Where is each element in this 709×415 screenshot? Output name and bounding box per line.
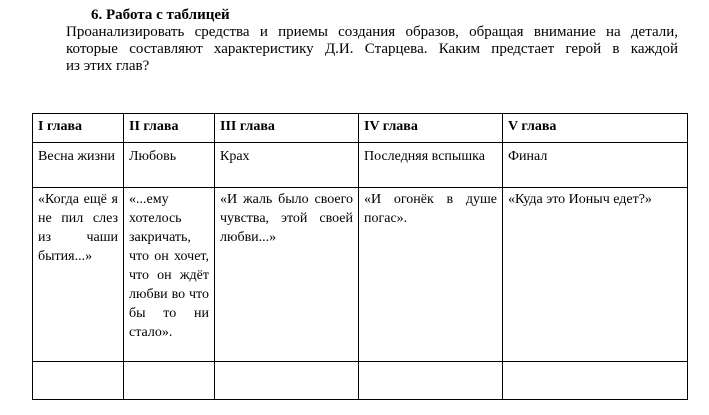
quote-text-chapter-2: «...ему хотелось закричать, что он хочет, что он ждёт любви во что бы то ни стало».: [129, 192, 209, 340]
empty-cell-chapter-1: [33, 362, 124, 400]
header-cell-chapter-4: IV глава: [359, 114, 503, 143]
header-cell-chapter-2: II глава: [124, 114, 215, 143]
empty-cell-chapter-2: [124, 362, 215, 400]
header-cell-chapter-3: III глава: [215, 114, 359, 143]
task-line-3: из этих глав?: [66, 58, 150, 74]
quote-text-chapter-1: «Когда ещё я не пил слез из чаши бытия...»: [38, 192, 118, 264]
quote-cell-chapter-2: [124, 188, 215, 362]
task-line-2: которые составляют характеристику Д.И. Старцева. Каким предстает герой в каждой: [66, 41, 678, 57]
quote-cell-chapter-3: [215, 188, 359, 362]
chapters-table: [32, 113, 688, 400]
quote-cell-chapter-5: [503, 188, 688, 362]
quote-cell-chapter-1: [33, 188, 124, 362]
topic-cell-chapter-1: Весна жизни: [33, 143, 124, 188]
header-cell-chapter-1: I глава: [33, 114, 124, 143]
task-line-1: Проанализировать средства и приемы создания образов, обращая внимание на детали,: [66, 24, 678, 40]
topic-cell-chapter-2: Любовь: [124, 143, 215, 188]
header-cell-chapter-5: V глава: [503, 114, 688, 143]
table-row-quotes: [33, 188, 688, 362]
empty-cell-chapter-3: [215, 362, 359, 400]
quote-text-chapter-5: «Куда это Ионыч едет?»: [508, 192, 652, 207]
task-title: 6. Работа с таблицей: [91, 7, 230, 23]
task-instructions: [66, 24, 678, 75]
empty-cell-chapter-4: [359, 362, 503, 400]
topic-cell-chapter-5: Финал: [503, 143, 688, 188]
quote-text-chapter-4: «И огонёк в душе погас».: [364, 192, 497, 226]
table-header-row: [33, 114, 688, 143]
table-row-topics: [33, 143, 688, 188]
table-row-empty: [33, 362, 688, 400]
quote-cell-chapter-4: [359, 188, 503, 362]
topic-cell-chapter-4: Последняя вспышка: [359, 143, 503, 188]
topic-cell-chapter-3: Крах: [215, 143, 359, 188]
quote-text-chapter-3: «И жаль было своего чувства, этой своей любви...»: [220, 192, 353, 245]
empty-cell-chapter-5: [503, 362, 688, 400]
